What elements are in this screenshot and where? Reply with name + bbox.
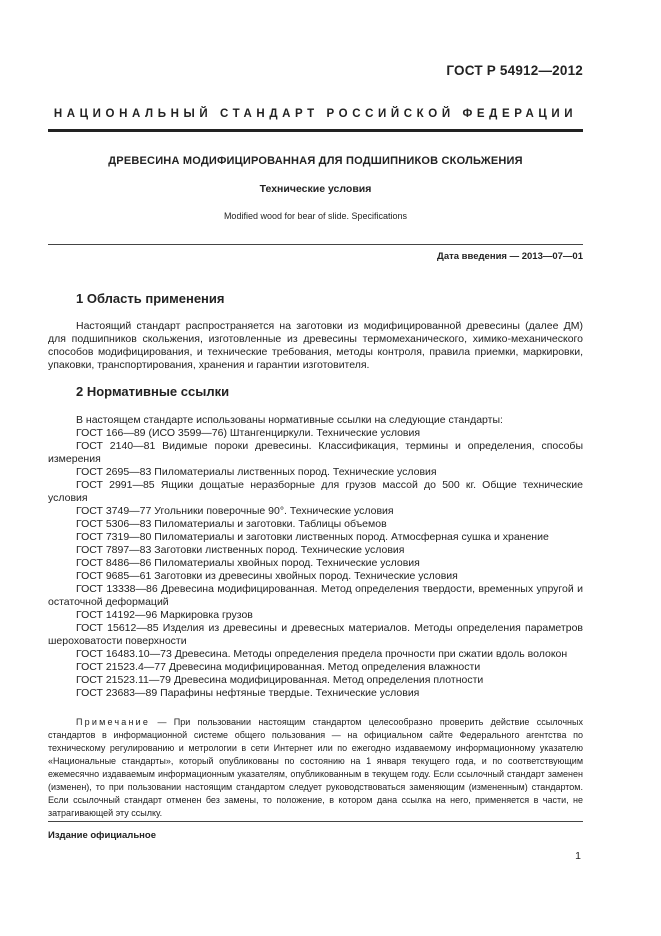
reference-item: ГОСТ 166—89 (ИСО 3599—76) Штангенциркули. Технические условия (76, 427, 421, 439)
reference-item: ГОСТ 2140—81 Видимые пороки древесины. Классификация, термины и определения, способы измерения (48, 440, 583, 465)
note-text: — При пользовании настоящим стандартом целесообразно проверить действие ссылочных стандартов в информационной системе общего пользования — на официальном сайте Федерального агентства по техническому регулированию и метрологии в сети Интернет или по ежегодно издаваемому информационному указателю «Национальные стандарты», который опубликованы по состоянию на 1 января текущего года, и по соответствующим ежемесячно издаваемым информационным указателям, опубликованным в текущем году. Если ссылочный стандарт заменен (изменен), то при пользовании настоящим стандартом следует руководствоваться заменяющим (измененным) стандартом. Если ссылочный стандарт отменен без замены, то положение, в котором дана ссылка на него, применяется в части, не затрагивающей эту ссылку. (48, 717, 583, 818)
section-1-body (48, 320, 583, 372)
reference-item: ГОСТ 2695—83 Пиломатериалы лиственных пород. Технические условия (76, 466, 437, 478)
intro-date-rule (48, 244, 583, 245)
reference-item: ГОСТ 2991—85 Ящики дощатые неразборные для грузов массой до 500 кг. Общие технические условия (48, 479, 583, 504)
reference-item: ГОСТ 21523.4—77 Древесина модифицированная. Метод определения влажности (76, 661, 481, 673)
page-number: 1 (575, 850, 581, 862)
reference-item: ГОСТ 5306—83 Пиломатериалы и заготовки. Таблицы объемов (76, 518, 387, 530)
reference-item: ГОСТ 15612—85 Изделия из древесины и древесных материалов. Методы определения параметров шероховатости поверхности (48, 622, 583, 647)
section-2-heading: 2 Нормативные ссылки (76, 384, 230, 399)
reference-item: ГОСТ 7319—80 Пиломатериалы и заготовки лиственных пород. Атмосферная сушка и хранение (76, 531, 549, 543)
english-title: Modified wood for bear of slide. Specifications (223, 211, 408, 221)
note-label: Примечание (76, 717, 151, 727)
official-edition-label: Издание официальное (48, 830, 156, 841)
section-1-paragraph: Настоящий стандарт распространяется на заготовки из модифицированной древесины (далее ДМ) для подшипников скольжения, изготовленные из древесины термомеханического, химико-механического способов модифицирования, и технические требования, методы контроля, правила приемки, маркировки, упаковки, транспортирования, хранения и гарантии изготовителя. (48, 320, 583, 371)
note-block (48, 716, 583, 820)
document-code: ГОСТ Р 54912—2012 (446, 63, 583, 78)
reference-item: ГОСТ 9685—61 Заготовки из древесины хвойных пород. Технические условия (76, 570, 458, 582)
reference-item: ГОСТ 16483.10—73 Древесина. Методы определения предела прочности при сжатии вдоль волокон (76, 648, 568, 660)
national-standard-banner: НАЦИОНАЛЬНЫЙ СТАНДАРТ РОССИЙСКОЙ ФЕДЕРАЦИИ (53, 108, 578, 120)
references-intro: В настоящем стандарте использованы нормативные ссылки на следующие стандарты: (76, 414, 503, 426)
footer-rule (48, 821, 583, 822)
header-rule (48, 129, 583, 132)
reference-item: ГОСТ 8486—86 Пиломатериалы хвойных пород. Технические условия (76, 557, 420, 569)
reference-item: ГОСТ 7897—83 Заготовки лиственных пород. Технические условия (76, 544, 405, 556)
references-list (48, 414, 583, 700)
document-title: ДРЕВЕСИНА МОДИФИЦИРОВАННАЯ ДЛЯ ПОДШИПНИКОВ СКОЛЬЖЕНИЯ (108, 155, 523, 167)
reference-item: ГОСТ 21523.11—79 Древесина модифицированная. Метод определения плотности (76, 674, 484, 686)
reference-item: ГОСТ 3749—77 Угольники поверочные 90°. Технические условия (76, 505, 394, 517)
reference-item: ГОСТ 13338—86 Древесина модифицированная. Метод определения твердости, временных упругой и остаточной деформаций (48, 583, 583, 608)
section-1-heading: 1 Область применения (76, 291, 225, 306)
reference-item: ГОСТ 14192—96 Маркировка грузов (76, 609, 253, 621)
reference-item: ГОСТ 23683—89 Парафины нефтяные твердые. Технические условия (76, 687, 420, 699)
document-subtitle: Технические условия (259, 183, 372, 195)
introduction-date: Дата введения — 2013—07—01 (437, 251, 583, 262)
